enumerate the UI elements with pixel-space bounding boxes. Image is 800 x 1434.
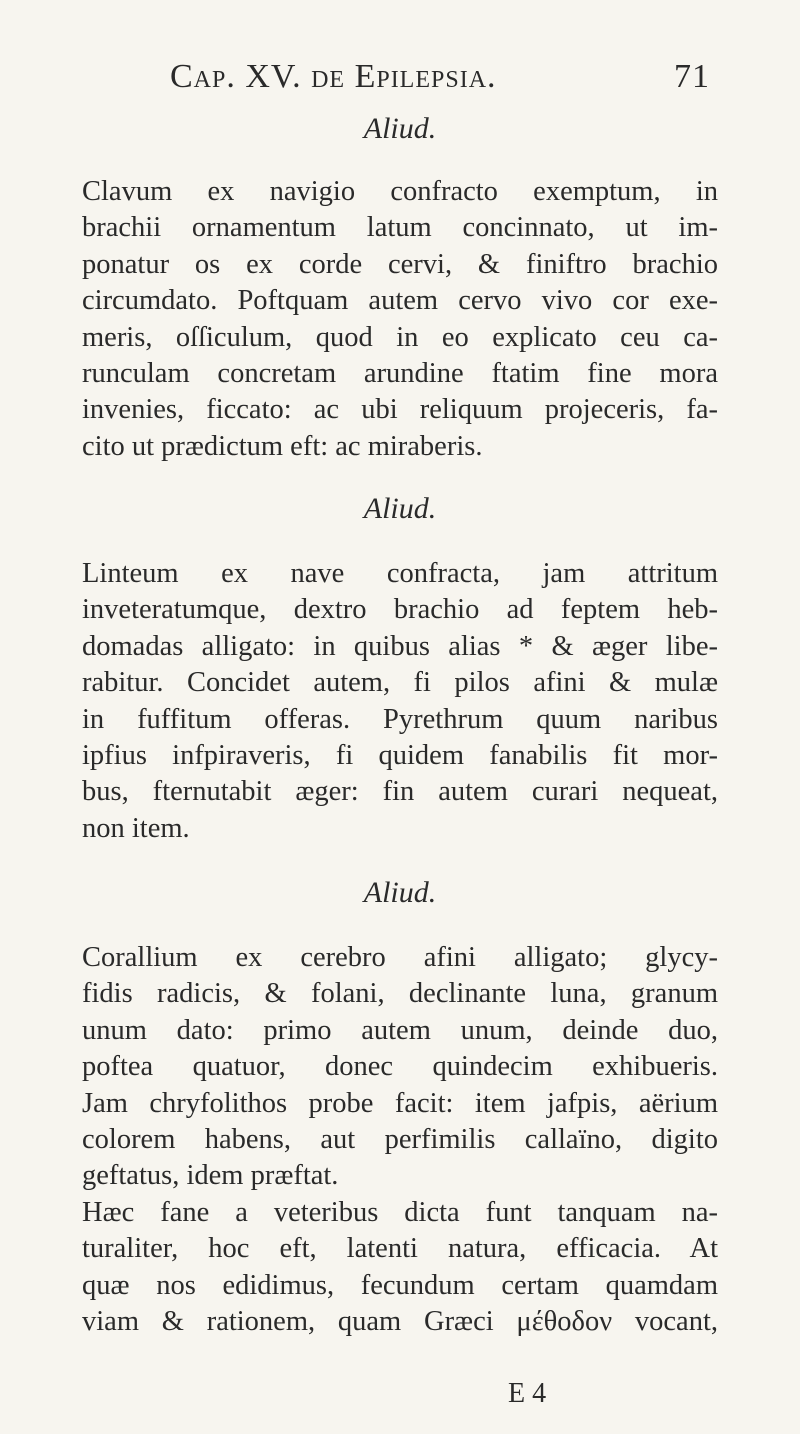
text-line: brachii ornamentum latum concinnato, ut im- <box>82 212 718 244</box>
paragraph <box>82 556 718 847</box>
text-line: fidis radicis, & folani, declinante luna, granum <box>82 978 718 1010</box>
section-title: Aliud. <box>363 492 437 525</box>
paragraph <box>82 940 718 1340</box>
paragraph <box>82 174 718 465</box>
text-line: circumdato. Poftquam autem cervo vivo cor exe- <box>82 285 718 317</box>
text-line: invenies, ficcato: ac ubi reliquum projeceris, fa- <box>82 394 718 426</box>
text-line: colorem habens, aut perfimilis callaïno, digito <box>82 1124 718 1156</box>
text-line: Corallium ex cerebro afini alligato; glycy- <box>82 942 718 973</box>
chapter-heading: Cap. XV. de Epilepsia. <box>170 58 497 95</box>
running-head <box>170 58 710 96</box>
text-line: viam & rationem, quam Græci μέθοδον vocant, <box>82 1306 718 1338</box>
signature-mark: E 4 <box>508 1378 547 1409</box>
section-title: Aliud. <box>363 112 437 145</box>
text-line: rabitur. Concidet autem, fi pilos afini & mulæ <box>82 667 718 699</box>
text-line: meris, oſſiculum, quod in eo explicato ceu ca- <box>82 321 718 353</box>
text-line: Hæc fane a veteribus dicta funt tanquam na- <box>82 1196 718 1228</box>
text-line: Clavum ex navigio confracto exemptum, in <box>82 176 718 207</box>
text-line: ipfius infpiraveris, fi quidem fanabilis fit mor- <box>82 740 718 772</box>
text-line: quæ nos edidimus, fecundum certam quamdam <box>82 1269 718 1301</box>
page-number: 71 <box>674 58 710 95</box>
text-line: poftea quatuor, donec quindecim exhibueris. <box>82 1051 718 1083</box>
text-line: domadas alligato: in quibus alias * & æger libe- <box>82 630 718 662</box>
text-line: non item. <box>82 812 190 844</box>
text-line: in fuffitum offeras. Pyrethrum quum naribus <box>82 703 718 735</box>
text-line: geftatus, idem præftat. <box>82 1160 339 1192</box>
text-line: ponatur os ex corde cervi, & finiftro brachio <box>82 248 718 280</box>
text-line: inveteratumque, dextro brachio ad feptem heb- <box>82 594 718 626</box>
text-line: bus, fternutabit æger: fin autem curari nequeat, <box>82 776 718 808</box>
text-line: cito ut prædictum eft: ac miraberis. <box>82 430 483 462</box>
text-line: Jam chryfolithos probe facit: item jafpis, aërium <box>82 1087 718 1119</box>
section-title: Aliud. <box>363 876 437 909</box>
text-line: runculam concretam arundine ftatim fine mora <box>82 358 718 390</box>
text-line: Linteum ex nave confracta, jam attritum <box>82 558 718 589</box>
text-line: unum dato: primo autem unum, deinde duo, <box>82 1014 718 1046</box>
text-line: turaliter, hoc eft, latenti natura, efficacia. At <box>82 1233 718 1265</box>
